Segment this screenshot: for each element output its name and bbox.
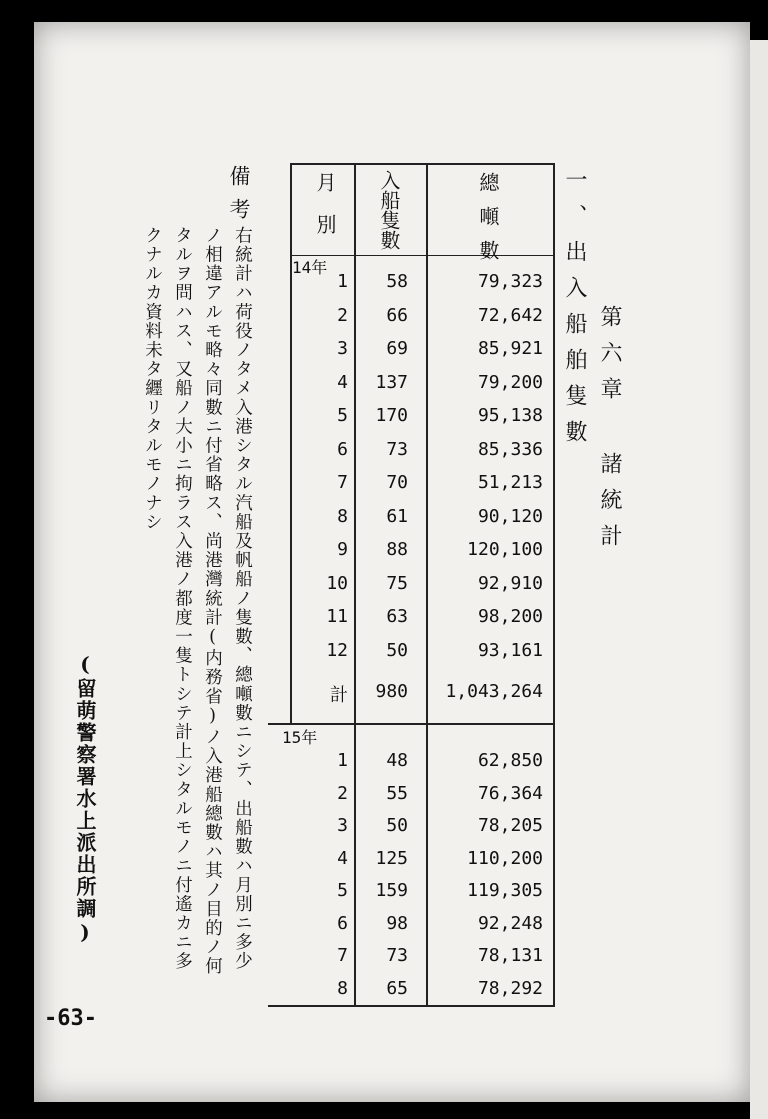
- table-cell-month: 10: [326, 572, 348, 594]
- table-cell-month: 8: [337, 977, 348, 999]
- table-cell-tonnage: 62,850: [477, 750, 543, 771]
- table-cell-ships: 61: [386, 505, 408, 527]
- table-cell-tonnage: 95,138: [477, 405, 543, 426]
- table-cell-ships: 137: [375, 371, 408, 393]
- total-label: 計: [330, 685, 348, 706]
- table-cell-ships: 66: [386, 304, 408, 326]
- table-cell-tonnage: 72,642: [477, 304, 543, 326]
- header-month: 月別: [313, 172, 337, 256]
- table-cell-month: 2: [337, 782, 348, 804]
- source-note: (留萌警察署水上派出所調): [73, 652, 97, 946]
- remark-line-1: 右統計ハ荷役ノタメ入港シタル汽船及帆船ノ隻數、總噸數ニシテ、出船數ハ月別ニ多少: [232, 226, 253, 971]
- table-cell-tonnage: 78,292: [477, 977, 543, 999]
- table-cell-tonnage: 98,200: [477, 606, 543, 627]
- table-cell-tonnage: 51,213: [477, 472, 543, 493]
- table-cell-ships: 88: [386, 539, 408, 560]
- table-cell-ships: 63: [386, 606, 408, 627]
- remark-line-2: ノ相違アルモ略々同數ニ付省略ス、尚港灣統計(内務省)ノ入港船總數ハ其ノ目的ノ何: [202, 226, 223, 976]
- total-ships: 980: [375, 681, 408, 702]
- table-cell-month: 6: [337, 912, 348, 934]
- table-cell-tonnage: 78,131: [477, 945, 543, 966]
- table-cell-tonnage: 92,910: [477, 572, 543, 594]
- table-top-rule: [290, 163, 554, 165]
- table-bottom-rule: [268, 1005, 554, 1007]
- table-cell-month: 6: [337, 438, 348, 460]
- table-cell-month: 2: [337, 304, 348, 326]
- section-title: 一、出入船舶隻數: [562, 168, 587, 456]
- remark-line-3: タルヲ問ハス、又船ノ大小ニ拘ラス入港ノ都度一隻トシテ計上シタルモノニ付遙カニ多: [172, 226, 193, 971]
- table-cell-tonnage: 85,336: [477, 438, 543, 460]
- table-cell-tonnage: 79,200: [477, 371, 543, 393]
- table-cell-month: 12: [326, 639, 348, 661]
- table-cell-tonnage: 78,205: [477, 815, 543, 836]
- table-cell-ships: 48: [386, 750, 408, 771]
- table-cell-tonnage: 79,323: [477, 271, 543, 292]
- table-cell-ships: 98: [386, 912, 408, 934]
- year-label-14: 14年: [292, 258, 328, 277]
- table-cell-ships: 73: [386, 438, 408, 460]
- table-cell-ships: 50: [386, 639, 408, 661]
- table-cell-month: 3: [337, 338, 348, 359]
- table-cell-tonnage: 120,100: [467, 539, 543, 560]
- chapter-title: 第六章 諸統計: [597, 305, 622, 560]
- header-tonnage: 總噸數: [476, 172, 500, 274]
- total-tonnage: 1,043,264: [445, 681, 543, 702]
- page-number: -63-: [44, 1006, 97, 1031]
- page-edge: [750, 40, 768, 1119]
- table-cell-month: 5: [337, 880, 348, 901]
- table-cell-tonnage: 110,200: [467, 847, 543, 869]
- table-cell-month: 9: [337, 539, 348, 560]
- table-cell-month: 1: [337, 271, 348, 292]
- table-right-rule: [553, 163, 555, 1007]
- table-cell-tonnage: 92,248: [477, 912, 543, 934]
- table-cell-month: 5: [337, 405, 348, 426]
- table-cell-month: 1: [337, 750, 348, 771]
- table-cell-tonnage: 85,921: [477, 338, 543, 359]
- table-cell-tonnage: 93,161: [477, 639, 543, 661]
- table-cell-month: 4: [337, 371, 348, 393]
- table-cell-ships: 73: [386, 945, 408, 966]
- table-cell-month: 4: [337, 847, 348, 869]
- table-cell-month: 11: [326, 606, 348, 627]
- table-cell-ships: 70: [386, 472, 408, 493]
- column-rule-ships: [354, 163, 356, 1007]
- table-cell-ships: 159: [375, 880, 408, 901]
- header-ships: 入船隻數: [377, 170, 401, 250]
- table-cell-tonnage: 119,305: [467, 880, 543, 901]
- table-cell-ships: 125: [375, 847, 408, 869]
- year-label-15: 15年: [282, 728, 318, 747]
- table-cell-ships: 55: [386, 782, 408, 804]
- table-cell-ships: 65: [386, 977, 408, 999]
- table-cell-ships: 50: [386, 815, 408, 836]
- remarks-heading: 備考: [227, 165, 251, 231]
- remark-line-4: クナルカ資料未タ纒リタルモノナシ: [142, 226, 163, 532]
- table-cell-tonnage: 76,364: [477, 782, 543, 804]
- table-cell-ships: 75: [386, 572, 408, 594]
- table-cell-ships: 69: [386, 338, 408, 359]
- table-cell-month: 3: [337, 815, 348, 836]
- table-cell-ships: 58: [386, 271, 408, 292]
- table-cell-month: 7: [337, 472, 348, 493]
- table-cell-tonnage: 90,120: [477, 505, 543, 527]
- table-cell-ships: 170: [375, 405, 408, 426]
- table-cell-month: 8: [337, 505, 348, 527]
- table-cell-month: 7: [337, 945, 348, 966]
